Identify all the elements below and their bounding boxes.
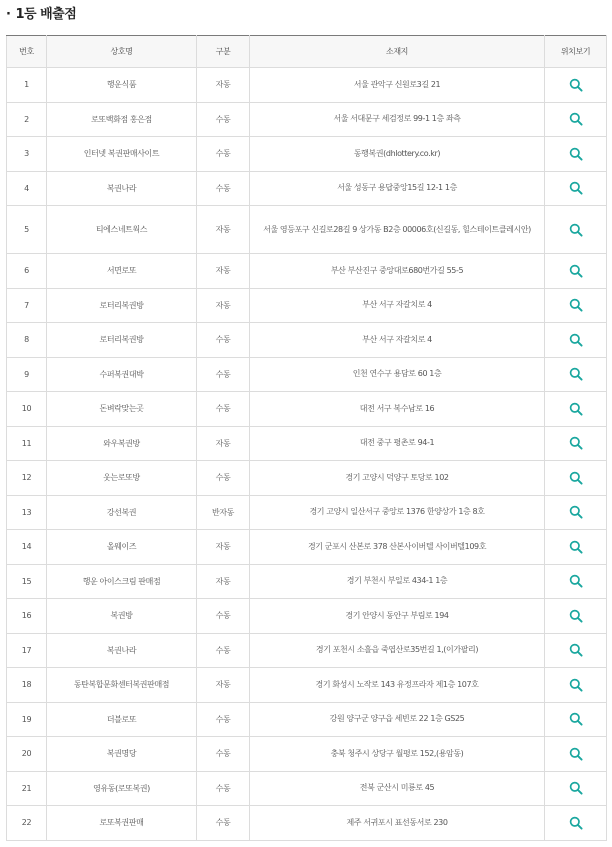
row-type: 수동 bbox=[197, 102, 250, 137]
row-type: 자동 bbox=[197, 564, 250, 599]
header-type: 구분 bbox=[197, 36, 250, 68]
search-icon[interactable] bbox=[569, 574, 583, 588]
row-type: 수동 bbox=[197, 633, 250, 668]
row-location-cell bbox=[545, 206, 607, 254]
row-location-cell bbox=[545, 806, 607, 841]
table-row bbox=[7, 171, 607, 206]
table-row bbox=[7, 137, 607, 172]
row-number: 17 bbox=[7, 633, 47, 668]
row-type: 자동 bbox=[197, 426, 250, 461]
table-row bbox=[7, 254, 607, 289]
row-type: 수동 bbox=[197, 599, 250, 634]
row-type: 수동 bbox=[197, 806, 250, 841]
row-type: 자동 bbox=[197, 254, 250, 289]
row-location-cell bbox=[545, 68, 607, 103]
table-row bbox=[7, 357, 607, 392]
row-number: 7 bbox=[7, 288, 47, 323]
row-address: 경기 고양시 덕양구 토당로 102 bbox=[250, 461, 545, 496]
table-row bbox=[7, 530, 607, 565]
row-type: 수동 bbox=[197, 392, 250, 427]
row-address: 경기 화성시 노작로 143 유정프라자 제1층 107호 bbox=[250, 668, 545, 703]
row-number: 18 bbox=[7, 668, 47, 703]
row-number: 2 bbox=[7, 102, 47, 137]
search-icon[interactable] bbox=[569, 471, 583, 485]
search-icon[interactable] bbox=[569, 367, 583, 381]
table-row bbox=[7, 633, 607, 668]
row-number: 1 bbox=[7, 68, 47, 103]
row-number: 15 bbox=[7, 564, 47, 599]
row-address: 경기 안양시 동안구 부림로 194 bbox=[250, 599, 545, 634]
row-store-name: 수퍼복권대박 bbox=[47, 357, 197, 392]
row-number: 10 bbox=[7, 392, 47, 427]
search-icon[interactable] bbox=[569, 747, 583, 761]
row-number: 8 bbox=[7, 323, 47, 358]
row-type: 수동 bbox=[197, 137, 250, 172]
search-icon[interactable] bbox=[569, 816, 583, 830]
row-store-name: 서면로또 bbox=[47, 254, 197, 289]
row-type: 수동 bbox=[197, 702, 250, 737]
row-location-cell bbox=[545, 564, 607, 599]
row-store-name: 행운 아이스크림 판매점 bbox=[47, 564, 197, 599]
row-location-cell bbox=[545, 599, 607, 634]
row-type: 수동 bbox=[197, 171, 250, 206]
row-store-name: 복권방 bbox=[47, 599, 197, 634]
search-icon[interactable] bbox=[569, 643, 583, 657]
row-address: 제주 서귀포시 표선동서로 230 bbox=[250, 806, 545, 841]
table-row bbox=[7, 426, 607, 461]
row-store-name: 로또복권판매 bbox=[47, 806, 197, 841]
row-location-cell bbox=[545, 357, 607, 392]
header-address: 소재지 bbox=[250, 36, 545, 68]
table-row bbox=[7, 771, 607, 806]
table-row bbox=[7, 668, 607, 703]
table-row bbox=[7, 564, 607, 599]
row-address: 부산 서구 자갈치로 4 bbox=[250, 288, 545, 323]
row-store-name: 웃는로또방 bbox=[47, 461, 197, 496]
row-type: 수동 bbox=[197, 737, 250, 772]
row-store-name: 와우복권방 bbox=[47, 426, 197, 461]
row-number: 22 bbox=[7, 806, 47, 841]
row-type: 자동 bbox=[197, 288, 250, 323]
row-location-cell bbox=[545, 171, 607, 206]
row-store-name: 동탄복합문화센터복권판매점 bbox=[47, 668, 197, 703]
table-row bbox=[7, 737, 607, 772]
row-store-name: 복권나라 bbox=[47, 171, 197, 206]
row-address: 충북 청주시 상당구 월평로 152,(용암동) bbox=[250, 737, 545, 772]
row-address: 강원 양구군 양구읍 세빈로 22 1층 GS25 bbox=[250, 702, 545, 737]
row-number: 6 bbox=[7, 254, 47, 289]
row-number: 9 bbox=[7, 357, 47, 392]
row-location-cell bbox=[545, 633, 607, 668]
row-type: 자동 bbox=[197, 68, 250, 103]
row-number: 12 bbox=[7, 461, 47, 496]
row-store-name: 행운식품 bbox=[47, 68, 197, 103]
table-header-row bbox=[7, 36, 607, 68]
row-store-name: 로터리복권방 bbox=[47, 288, 197, 323]
search-icon[interactable] bbox=[569, 402, 583, 416]
search-icon[interactable] bbox=[569, 609, 583, 623]
table-row bbox=[7, 206, 607, 254]
row-store-name: 영유동(로또복권) bbox=[47, 771, 197, 806]
row-location-cell bbox=[545, 495, 607, 530]
row-location-cell bbox=[545, 737, 607, 772]
row-address: 서울 영등포구 신길로28길 9 상가동 B2층 00006호(신길동, 힐스테이트클레시안) bbox=[250, 206, 545, 254]
row-store-name: 더블로또 bbox=[47, 702, 197, 737]
search-icon[interactable] bbox=[569, 112, 583, 126]
row-location-cell bbox=[545, 392, 607, 427]
row-store-name: 돈벼락맞는곳 bbox=[47, 392, 197, 427]
row-location-cell bbox=[545, 288, 607, 323]
header-number: 번호 bbox=[7, 36, 47, 68]
row-address: 서울 성동구 용답중앙15길 12-1 1층 bbox=[250, 171, 545, 206]
search-icon[interactable] bbox=[569, 540, 583, 554]
row-address: 경기 고양시 일산서구 중앙로 1376 한양상가 1층 8호 bbox=[250, 495, 545, 530]
row-location-cell bbox=[545, 254, 607, 289]
row-location-cell bbox=[545, 426, 607, 461]
row-location-cell bbox=[545, 102, 607, 137]
row-location-cell bbox=[545, 137, 607, 172]
table-row bbox=[7, 806, 607, 841]
row-store-name: 복권나라 bbox=[47, 633, 197, 668]
row-type: 수동 bbox=[197, 323, 250, 358]
row-location-cell bbox=[545, 530, 607, 565]
row-type: 반자동 bbox=[197, 495, 250, 530]
search-icon[interactable] bbox=[569, 264, 583, 278]
row-location-cell bbox=[545, 668, 607, 703]
row-address: 서울 서대문구 세검정로 99-1 1층 좌측 bbox=[250, 102, 545, 137]
winning-stores-table bbox=[6, 35, 607, 841]
row-number: 13 bbox=[7, 495, 47, 530]
search-icon[interactable] bbox=[569, 333, 583, 347]
row-address: 경기 군포시 산본로 378 산본사이버텔 사이버텔109호 bbox=[250, 530, 545, 565]
search-icon[interactable] bbox=[569, 78, 583, 92]
row-number: 20 bbox=[7, 737, 47, 772]
row-address: 서울 관악구 신원로3길 21 bbox=[250, 68, 545, 103]
table-row bbox=[7, 495, 607, 530]
title-bullet: · bbox=[6, 7, 11, 22]
row-store-name: 로터리복권방 bbox=[47, 323, 197, 358]
row-location-cell bbox=[545, 771, 607, 806]
row-type: 수동 bbox=[197, 357, 250, 392]
row-number: 14 bbox=[7, 530, 47, 565]
search-icon[interactable] bbox=[569, 505, 583, 519]
row-address: 경기 부천시 부일로 434-1 1층 bbox=[250, 564, 545, 599]
row-type: 수동 bbox=[197, 771, 250, 806]
row-store-name: 올웨이즈 bbox=[47, 530, 197, 565]
row-address: 대전 중구 평촌로 94-1 bbox=[250, 426, 545, 461]
row-type: 자동 bbox=[197, 206, 250, 254]
row-store-name: 티에스네트웍스 bbox=[47, 206, 197, 254]
row-store-name: 복권명당 bbox=[47, 737, 197, 772]
search-icon[interactable] bbox=[569, 223, 583, 237]
row-number: 3 bbox=[7, 137, 47, 172]
table-row bbox=[7, 392, 607, 427]
title-text: 1등 배출점 bbox=[15, 7, 77, 22]
search-icon[interactable] bbox=[569, 678, 583, 692]
table-row bbox=[7, 599, 607, 634]
search-icon[interactable] bbox=[569, 781, 583, 795]
row-number: 4 bbox=[7, 171, 47, 206]
row-address: 동행복권(dhlottery.co.kr) bbox=[250, 137, 545, 172]
search-icon[interactable] bbox=[569, 147, 583, 161]
header-store-name: 상호명 bbox=[47, 36, 197, 68]
search-icon[interactable] bbox=[569, 181, 583, 195]
row-address: 인천 연수구 용담로 60 1층 bbox=[250, 357, 545, 392]
table-row bbox=[7, 288, 607, 323]
row-location-cell bbox=[545, 461, 607, 496]
row-number: 21 bbox=[7, 771, 47, 806]
row-address: 경기 포천시 소흘읍 죽엽산로35번길 1,(이가팔리) bbox=[250, 633, 545, 668]
row-store-name: 인터넷 복권판매사이트 bbox=[47, 137, 197, 172]
header-location: 위치보기 bbox=[545, 36, 607, 68]
row-type: 자동 bbox=[197, 668, 250, 703]
row-number: 5 bbox=[7, 206, 47, 254]
row-store-name: 로또백화점 홍은점 bbox=[47, 102, 197, 137]
page-title bbox=[6, 5, 76, 25]
row-store-name: 강선복권 bbox=[47, 495, 197, 530]
row-address: 전북 군산시 미룡로 45 bbox=[250, 771, 545, 806]
row-number: 19 bbox=[7, 702, 47, 737]
table-row bbox=[7, 68, 607, 103]
row-type: 자동 bbox=[197, 530, 250, 565]
table-body bbox=[7, 68, 607, 841]
search-icon[interactable] bbox=[569, 436, 583, 450]
table-row bbox=[7, 702, 607, 737]
row-number: 11 bbox=[7, 426, 47, 461]
search-icon[interactable] bbox=[569, 712, 583, 726]
table-row bbox=[7, 323, 607, 358]
table-row bbox=[7, 461, 607, 496]
row-number: 16 bbox=[7, 599, 47, 634]
row-address: 부산 서구 자갈치로 4 bbox=[250, 323, 545, 358]
row-address: 부산 부산진구 중앙대로680번가길 55-5 bbox=[250, 254, 545, 289]
row-type: 수동 bbox=[197, 461, 250, 496]
row-location-cell bbox=[545, 323, 607, 358]
table-row bbox=[7, 102, 607, 137]
row-location-cell bbox=[545, 702, 607, 737]
row-address: 대전 서구 복수남로 16 bbox=[250, 392, 545, 427]
search-icon[interactable] bbox=[569, 298, 583, 312]
